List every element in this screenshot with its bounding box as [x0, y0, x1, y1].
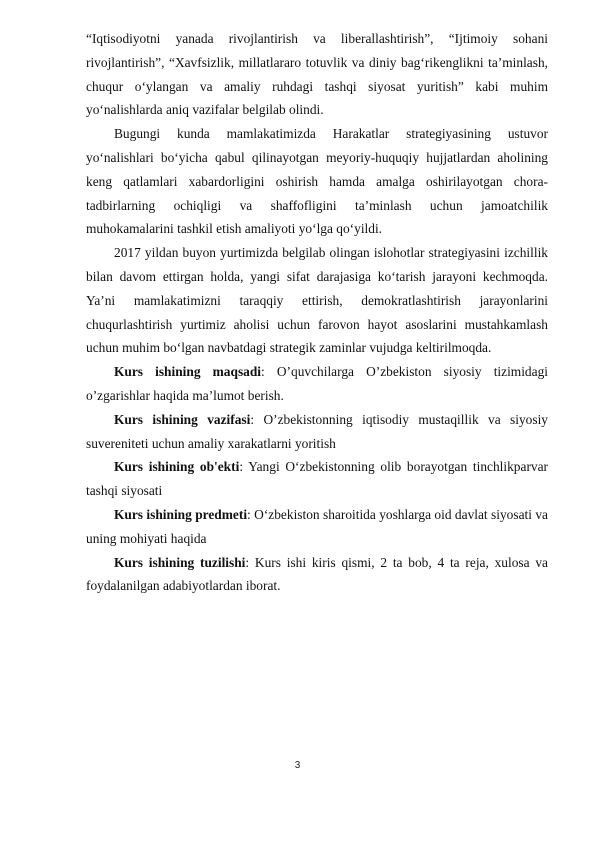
- course-object-label: Kurs ishining ob'ekti: [114, 459, 240, 475]
- paragraph-reform-strategy: 2017 yildan buyon yurtimizda belgilab olingan islohotlar strategiyasini izchillik bilan davom ettirgan holda, yangi sifat darajasiga ko‘tarish jarayoni kechmoqda. Ya’ni mamlakatimizni taraqqiy ettirish, demokratlashtirish jarayonlarini chuqurlashtirish yurtimiz aholisi uchun farovon hayot asoslarini mustahkamlash uchun muhim bo‘lgan navbatdagi strategik zaminlar vujudga keltirilmoqda.: [86, 245, 548, 356]
- course-task-text: : O’zbekistonning iqtisodiy mustaqillik va siyosiy suvereniteti uchun amaliy xarakatlarni yoritish: [86, 411, 549, 451]
- paragraph-course-goal: [86, 360, 548, 408]
- paragraph-priorities: “Iqtisodiyotni yanada rivojlantirish va liberallashtirish”, “Ijtimoiy sohani rivojlantirish”, “Xavfsizlik, millatlararo totuvlik va diniy bag‘rikenglikni ta’minlash, chuqur o‘ylangan va amaliy ruhdagi tashqi siyosat yuritish” kabi muhim yo‘nalishlarda aniq vazifalar belgilab olindi.: [86, 31, 548, 118]
- paragraph-course-object: [86, 455, 548, 503]
- course-subject-label: Kurs ishining predmeti: [114, 506, 248, 522]
- course-structure-text: : Kurs ishi kiris qismi, 2 ta bob, 4 ta reja, xulosa va foydalanilgan adabiyotlardan iborat.: [86, 554, 548, 594]
- paragraph-public-discussion: Bugungi kunda mamlakatimizda Harakatlar strategiyasining ustuvor yo‘nalishlari bo‘yicha qabul qilinayotgan meyoriy-huquqiy hujjatlardan aholining keng qatlamlari xabardorligini oshirish hamda amalga oshirilayotgan chora-tadbirlarning ochiqligi va shaffofligini ta’minlash uchun jamoatchilik muhokamalarini tashkil etish amaliyoti yo‘lga qo‘yildi.: [86, 126, 548, 237]
- page-number: 3: [294, 760, 301, 771]
- paragraph-course-subject: [86, 503, 548, 551]
- course-structure-label: Kurs ishining tuzilishi: [114, 554, 246, 570]
- document-body: [86, 27, 548, 598]
- paragraph-course-structure: [86, 551, 548, 599]
- course-subject-text: : O‘zbekiston sharoitida yoshlarga oid davlat siyosati va uning mohiyati haqida: [86, 506, 548, 546]
- course-object-text: : Yangi O‘zbekistonning olib borayotgan tinchlikparvar tashqi siyosati: [86, 459, 549, 499]
- course-goal-label: Kurs ishining maqsadi: [114, 364, 262, 380]
- paragraph-course-task: [86, 408, 548, 456]
- course-task-label: Kurs ishining vazifasi: [114, 411, 251, 427]
- course-goal-text: : O’quvchilarga O’zbekiston siyosiy tizimidagi o’zgarishlar haqida ma’lumot berish.: [86, 364, 548, 403]
